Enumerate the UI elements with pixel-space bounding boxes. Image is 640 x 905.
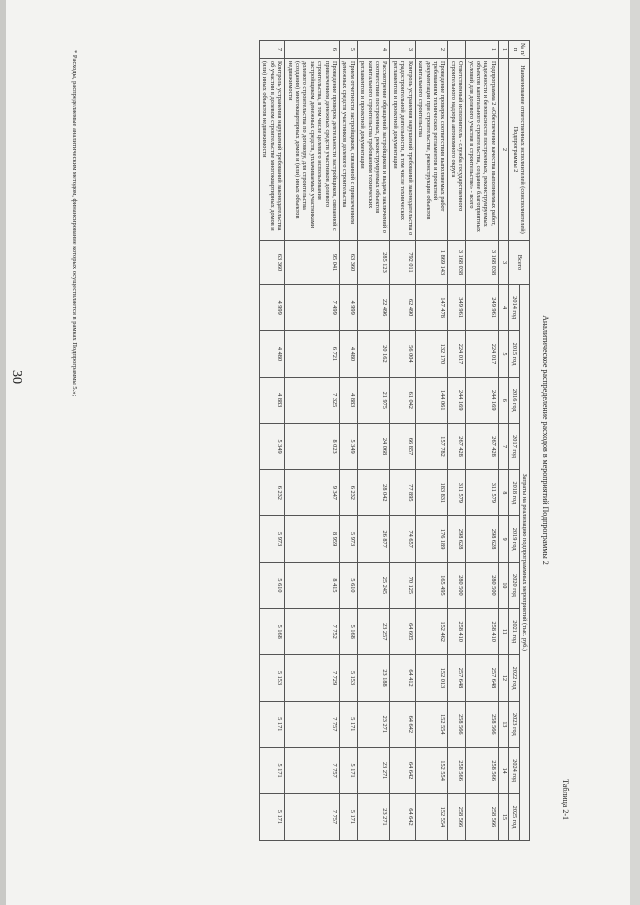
- column-index-row: [498, 41, 508, 841]
- header-year: 2019 год: [509, 516, 519, 562]
- row-year-value-cell: 258 566: [466, 701, 499, 747]
- row-year-value-cell: 267 428: [448, 423, 466, 469]
- row-year-value-cell: 21 975: [357, 377, 390, 423]
- row-year-value-cell: 5 610: [340, 562, 358, 608]
- row-year-value-cell: 4 480: [260, 331, 285, 377]
- row-year-value-cell: 152 013: [415, 655, 448, 701]
- row-year-value-cell: 7 752: [285, 609, 340, 655]
- row-year-value-cell: 311 579: [448, 470, 466, 516]
- row-year-value-cell: 7 729: [285, 655, 340, 701]
- row-year-value-cell: 152 554: [415, 747, 448, 793]
- row-year-value-cell: 5 168: [260, 609, 285, 655]
- row-name-cell: Ответственный исполнитель - служба государственного строительного надзора автономного округа: [448, 59, 466, 241]
- row-total-cell: 63 360: [340, 241, 358, 285]
- row-year-value-cell: 66 857: [390, 423, 415, 469]
- row-year-value-cell: 8 415: [285, 562, 340, 608]
- row-total-cell: 63 360: [260, 241, 285, 285]
- column-index-cell: 7: [498, 423, 508, 469]
- row-total-cell: 285 123: [357, 241, 390, 285]
- row-year-value-cell: 9 347: [285, 470, 340, 516]
- row-year-value-cell: 258 566: [466, 747, 499, 793]
- row-year-value-cell: 4 480: [340, 331, 358, 377]
- row-year-value-cell: 258 566: [448, 701, 466, 747]
- table-row: [285, 41, 340, 841]
- header-year: 2021 год: [509, 609, 519, 655]
- row-year-value-cell: 183 831: [415, 470, 448, 516]
- row-year-value-cell: 8 023: [285, 423, 340, 469]
- row-year-value-cell: 257 648: [466, 655, 499, 701]
- row-year-value-cell: 157 782: [415, 423, 448, 469]
- column-index-cell: 10: [498, 562, 508, 608]
- row-number-cell: 1: [466, 41, 499, 59]
- document-title: Аналитическое распределение расходов в мероприятий Подпрограммы 2: [541, 315, 550, 565]
- page-number: 30: [9, 370, 24, 384]
- row-year-value-cell: 244 169: [466, 377, 499, 423]
- row-year-value-cell: 349 961: [448, 285, 466, 331]
- row-year-value-cell: 258 566: [466, 794, 499, 840]
- row-number-cell: 3: [390, 41, 415, 59]
- row-total-cell: 3 168 038: [448, 241, 466, 285]
- row-number-cell: 2: [415, 41, 448, 59]
- row-number-cell: 7: [260, 41, 285, 59]
- row-year-value-cell: 280 500: [466, 562, 499, 608]
- row-year-value-cell: 4 883: [260, 377, 285, 423]
- row-number-cell: 6: [285, 41, 340, 59]
- row-total-cell: 1 869 143: [415, 241, 448, 285]
- row-year-value-cell: 26 877: [357, 516, 390, 562]
- row-number-cell: [448, 41, 466, 59]
- row-name-cell: Проведение проверок деятельности застройщиков, связанной с привлечением денежных средств участников долевого строительства, в том числе целевого использования застройщиком денежных средств, уплачиваемых участниками долевого строительства по договору, для строительства (создания) многоквартирных домов и (или) иных объектов недвижимости: [285, 59, 340, 241]
- row-year-value-cell: 244 169: [448, 377, 466, 423]
- row-year-value-cell: 6 232: [260, 470, 285, 516]
- table-row: [260, 41, 285, 841]
- header-name: Наименование ответственных исполнителей (соисполнителей) Подпрограммы 2: [509, 59, 530, 241]
- table-row: [448, 41, 466, 841]
- column-index-cell: 15: [498, 794, 508, 840]
- row-year-value-cell: 4 999: [260, 285, 285, 331]
- row-year-value-cell: 5 153: [260, 655, 285, 701]
- table-label: Таблица 2-1: [561, 779, 570, 820]
- row-name-cell: Контроль устранения нарушений требований законодательства об участии в долевом строительстве многоквартирных домов и (или) иных объектов недвижимости: [260, 59, 285, 241]
- row-year-value-cell: 70 125: [390, 562, 415, 608]
- row-year-value-cell: 267 428: [466, 423, 499, 469]
- row-year-value-cell: 257 648: [448, 655, 466, 701]
- row-year-value-cell: 5 610: [260, 562, 285, 608]
- row-year-value-cell: 23 271: [357, 794, 390, 840]
- column-index-cell: 4: [498, 285, 508, 331]
- column-index-cell: 12: [498, 655, 508, 701]
- column-index-cell: 2: [498, 59, 508, 241]
- row-year-value-cell: 5 349: [260, 423, 285, 469]
- row-total-cell: 3 168 038: [466, 241, 499, 285]
- row-year-value-cell: 5 973: [260, 516, 285, 562]
- row-year-value-cell: 7 499: [285, 285, 340, 331]
- column-index-cell: 6: [498, 377, 508, 423]
- row-year-value-cell: 5 171: [340, 747, 358, 793]
- row-year-value-cell: 4 883: [340, 377, 358, 423]
- row-year-value-cell: 7 757: [285, 747, 340, 793]
- row-year-value-cell: 147 478: [415, 285, 448, 331]
- column-index-cell: 3: [498, 241, 508, 285]
- header-year: 2017 год: [509, 423, 519, 469]
- row-year-value-cell: 5 973: [340, 516, 358, 562]
- row-year-value-cell: 64 642: [390, 747, 415, 793]
- row-year-value-cell: 298 628: [466, 516, 499, 562]
- table-row: [340, 41, 358, 841]
- row-year-value-cell: 64 642: [390, 794, 415, 840]
- row-year-value-cell: 5 349: [340, 423, 358, 469]
- header-group: Затраты на реализацию подпрограммных мероприятий (тыс. руб.): [519, 285, 529, 841]
- row-year-value-cell: 74 657: [390, 516, 415, 562]
- row-year-value-cell: 176 189: [415, 516, 448, 562]
- row-year-value-cell: 7 757: [285, 794, 340, 840]
- row-year-value-cell: 23 257: [357, 609, 390, 655]
- rotated-content: [50, 40, 570, 840]
- row-year-value-cell: 152 554: [415, 794, 448, 840]
- header-year: 2024 год: [509, 747, 519, 793]
- row-year-value-cell: 25 245: [357, 562, 390, 608]
- row-year-value-cell: 61 042: [390, 377, 415, 423]
- column-index-cell: 9: [498, 516, 508, 562]
- row-year-value-cell: 23 271: [357, 701, 390, 747]
- scan-edge-left: [0, 0, 6, 905]
- row-year-value-cell: 224 017: [466, 331, 499, 377]
- row-year-value-cell: 132 170: [415, 331, 448, 377]
- header-year: 2014 год: [509, 285, 519, 331]
- column-index-cell: 1: [498, 41, 508, 59]
- row-year-value-cell: 5 171: [260, 794, 285, 840]
- row-year-value-cell: 258 566: [448, 747, 466, 793]
- row-name-cell: Контроль устранения нарушений требований законодательства о градостроительной деятельности, в том числе технических регламентов и проектной документации: [390, 59, 415, 241]
- column-index-cell: 11: [498, 609, 508, 655]
- row-year-value-cell: 62 490: [390, 285, 415, 331]
- table-body: [260, 41, 509, 841]
- row-year-value-cell: 224 017: [448, 331, 466, 377]
- row-year-value-cell: 56 004: [390, 331, 415, 377]
- table-row: [390, 41, 415, 841]
- row-year-value-cell: 8 959: [285, 516, 340, 562]
- row-name-cell: Прием отчетности застройщиков, связанной с привлечением денежных средств участников долевого строительства: [340, 59, 358, 241]
- column-index-cell: 14: [498, 747, 508, 793]
- row-year-value-cell: 5 171: [260, 747, 285, 793]
- row-year-value-cell: 144 061: [415, 377, 448, 423]
- row-year-value-cell: 23 188: [357, 655, 390, 701]
- row-year-value-cell: 5 168: [340, 609, 358, 655]
- row-year-value-cell: 22 496: [357, 285, 390, 331]
- column-index-cell: 5: [498, 331, 508, 377]
- header-year: 2020 год: [509, 562, 519, 608]
- header-year: 2022 год: [509, 655, 519, 701]
- row-number-cell: 4: [357, 41, 390, 59]
- row-year-value-cell: 64 605: [390, 609, 415, 655]
- row-year-value-cell: 64 642: [390, 701, 415, 747]
- row-year-value-cell: 165 495: [415, 562, 448, 608]
- row-year-value-cell: 6 232: [340, 470, 358, 516]
- row-number-cell: 5: [340, 41, 358, 59]
- table-row: [357, 41, 390, 841]
- row-year-value-cell: 258 410: [448, 609, 466, 655]
- row-year-value-cell: 64 412: [390, 655, 415, 701]
- row-year-value-cell: 24 068: [357, 423, 390, 469]
- row-year-value-cell: 249 961: [466, 285, 499, 331]
- row-year-value-cell: 6 721: [285, 331, 340, 377]
- row-year-value-cell: 20 162: [357, 331, 390, 377]
- row-year-value-cell: 258 566: [448, 794, 466, 840]
- row-year-value-cell: 5 171: [340, 701, 358, 747]
- table-row: [415, 41, 448, 841]
- row-name-cell: Проведение проверок соответствия выполняемых работ требованиям технических регламентов и проектной документации при строительстве, реконструкции объектов капитального строительства: [415, 59, 448, 241]
- table-row: [466, 41, 499, 841]
- row-total-cell: 95 041: [285, 241, 340, 285]
- header-year: 2016 год: [509, 377, 519, 423]
- row-year-value-cell: 258 410: [466, 609, 499, 655]
- row-year-value-cell: 280 500: [448, 562, 466, 608]
- row-total-cell: 792 011: [390, 241, 415, 285]
- row-year-value-cell: 5 171: [340, 794, 358, 840]
- header-num: № п/п: [509, 41, 530, 59]
- row-name-cell: Подпрограмма 2 «Обеспечение качества выполняемых работ, надежности и безопасности построенных, реконструируемых объектов капитального строительства, создание благоприятных условий для долевого участия в строительстве» - всего: [466, 59, 499, 241]
- row-name-cell: Рассмотрение обращений застройщиков и выдача заключений о соответствии построенных, реконструируемых объектов капитального строительства требованиям технических регламентов и проектной документации: [357, 59, 390, 241]
- column-index-cell: 8: [498, 470, 508, 516]
- row-year-value-cell: 298 628: [448, 516, 466, 562]
- row-year-value-cell: 28 042: [357, 470, 390, 516]
- row-year-value-cell: 311 579: [466, 470, 499, 516]
- row-year-value-cell: 7 325: [285, 377, 340, 423]
- row-year-value-cell: 23 271: [357, 747, 390, 793]
- column-index-cell: 13: [498, 701, 508, 747]
- header-year: 2015 год: [509, 331, 519, 377]
- expenses-table: [259, 40, 530, 841]
- row-year-value-cell: 77 895: [390, 470, 415, 516]
- header-year: 2018 год: [509, 470, 519, 516]
- header-year: 2025 год: [509, 794, 519, 840]
- header-year: 2023 год: [509, 701, 519, 747]
- footnote: * Расходы, распределяемые аналитическим методом, финансирование которых осуществляется в рамках Подпрограммы 5.»;: [71, 50, 78, 397]
- scan-edge-right: [630, 0, 640, 905]
- row-year-value-cell: 5 153: [340, 655, 358, 701]
- row-year-value-cell: 7 757: [285, 701, 340, 747]
- row-year-value-cell: 5 171: [260, 701, 285, 747]
- row-year-value-cell: 152 462: [415, 609, 448, 655]
- row-year-value-cell: 152 554: [415, 701, 448, 747]
- header-total: Всего: [509, 241, 530, 285]
- row-year-value-cell: 4 999: [340, 285, 358, 331]
